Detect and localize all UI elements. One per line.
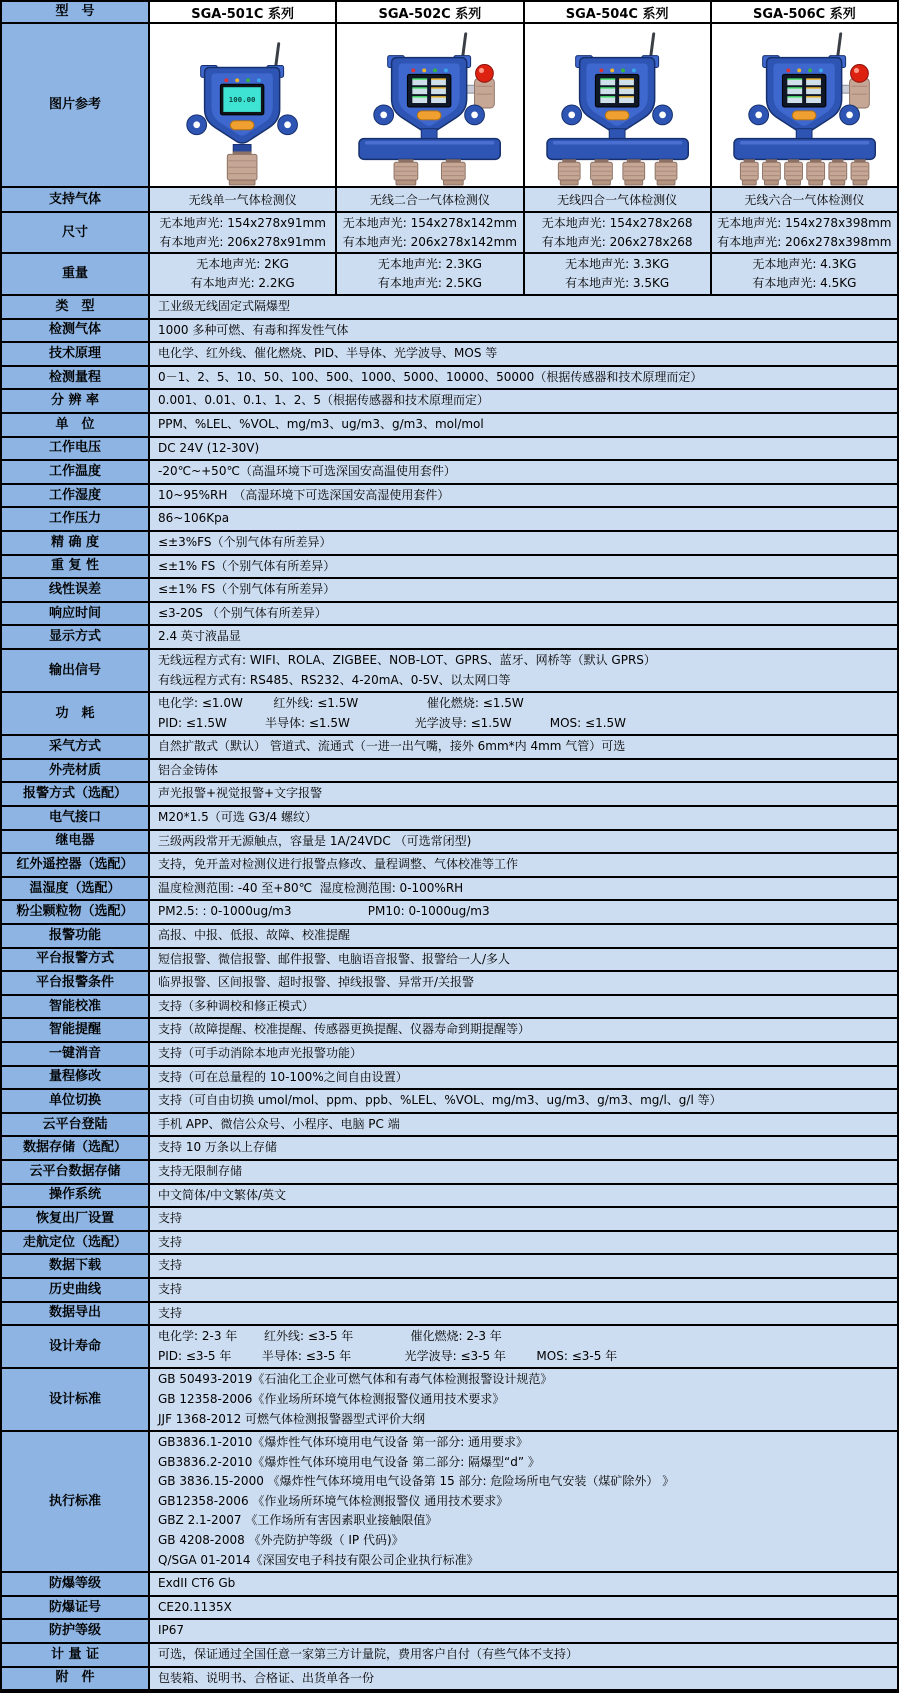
spec-row-value [150, 1620, 897, 1642]
spec-row-10 [2, 532, 897, 556]
spec-row-value [150, 485, 897, 507]
image-cell-1 [150, 24, 337, 186]
svg-text:100.00: 100.00 [228, 95, 256, 105]
weight-value-4 [712, 254, 897, 294]
gas-value-1: 无线单一气体检测仪 [150, 188, 337, 211]
spec-row-label: 工作温度 [2, 461, 150, 483]
spec-row-label: 设计标准 [2, 1369, 150, 1430]
spec-row-value [150, 949, 897, 971]
row-label-size: 尺寸 [2, 213, 150, 252]
spec-value-line: ≤±1% FS（个别气体有所差异） [158, 558, 336, 573]
spec-value-line: GBZ 2.1-2007 《工作场所有害因素职业接触限值》 [158, 1513, 438, 1528]
spec-row-40 [2, 1279, 897, 1303]
spec-value-line: 支持（可在总量程的 10-100%之间自由设置） [158, 1069, 408, 1084]
spec-value-line: GB 4208-2008 《外壳防护等级（ IP 代码)》 [158, 1533, 404, 1548]
spec-row-23 [2, 878, 897, 902]
size-line: 有本地声光: 206x278x142mm [342, 234, 517, 249]
spec-value-line: GB3836.2-2010《爆炸性气体环境用电气设备 第二部分: 隔爆型“d” 》 [158, 1454, 540, 1469]
size-line: 有本地声光: 206x278x398mm [717, 234, 892, 249]
spec-row-27 [2, 972, 897, 996]
spec-value-line: 有线远程方式有: RS485、RS232、4-20mA、0-5V、以太网口等 [158, 672, 511, 687]
spec-value-line: 支持（多种调校和修正模式） [158, 998, 315, 1013]
spec-row-label: 设计寿命 [2, 1326, 150, 1367]
spec-value-line: 支持（故障提醒、校准提醒、传感器更换提醒、仪器寿命到期提醒等） [158, 1022, 531, 1037]
spec-row-14 [2, 626, 897, 650]
product-image-sga-501c [150, 24, 335, 186]
spec-row-label: 智能校准 [2, 996, 150, 1018]
spec-row-21 [2, 831, 897, 855]
spec-row-49 [2, 1668, 897, 1692]
product-image-sga-506c [712, 24, 897, 186]
spec-value-line: 支持（可手动消除本地声光报警功能） [158, 1046, 363, 1060]
spec-row-value [150, 925, 897, 947]
spec-value-line: ≤3-20S （个别气体有所差异） [158, 605, 327, 620]
size-line: 有本地声光: 206x278x91mm [159, 234, 326, 249]
row-label-images: 图片参考 [2, 24, 150, 186]
spec-value-line: DC 24V (12-30V) [158, 440, 260, 455]
spec-row-value [150, 1326, 897, 1367]
product-image-sga-502c [337, 24, 522, 186]
spec-row-label: 数据存储（选配） [2, 1137, 150, 1159]
spec-row-25 [2, 925, 897, 949]
spec-row-value [150, 579, 897, 601]
spec-row-label: 显示方式 [2, 626, 150, 648]
spec-row-24 [2, 901, 897, 925]
spec-row-label: 数据下载 [2, 1255, 150, 1277]
spec-row-label: 电气接口 [2, 807, 150, 829]
spec-row-value [150, 1043, 897, 1065]
spec-row-43 [2, 1369, 897, 1432]
spec-row-18 [2, 760, 897, 784]
spec-value-line: 三级两段常开无源触点，容量是 1A/24VDC （可选常闭型) [158, 833, 472, 848]
spec-row-value [150, 1597, 897, 1619]
spec-row-39 [2, 1255, 897, 1279]
spec-value-line: M20*1.5（可选 G3/4 螺纹） [158, 810, 317, 825]
spec-row-20 [2, 807, 897, 831]
spec-row-45 [2, 1573, 897, 1597]
spec-row-4 [2, 390, 897, 414]
spec-row-11 [2, 556, 897, 580]
spec-value-line: 支持 [158, 1211, 183, 1226]
spec-row-42 [2, 1326, 897, 1369]
spec-row-label: 单位切换 [2, 1090, 150, 1112]
model-name-sga-506c: SGA-506C 系列 [712, 2, 897, 22]
spec-value-line: 1000 多种可燃、有毒和挥发性气体 [158, 322, 349, 337]
spec-row-value [150, 461, 897, 483]
spec-row-value [150, 1668, 897, 1690]
spec-row-value [150, 532, 897, 554]
spec-row-value [150, 996, 897, 1018]
row-label-gas: 支持气体 [2, 188, 150, 211]
spec-row-12 [2, 579, 897, 603]
spec-row-value [150, 901, 897, 923]
spec-row-value [150, 390, 897, 412]
spec-row-15 [2, 650, 897, 693]
weight-line: 有本地声光: 2.2KG [190, 276, 295, 290]
spec-row-value [150, 508, 897, 530]
spec-row-value [150, 438, 897, 460]
weight-row [2, 254, 897, 296]
gas-value-3: 无线四合一气体检测仪 [525, 188, 712, 211]
spec-value-line: 电化学: ≤1.0W 红外线: ≤1.5W 催化燃烧: ≤1.5W [158, 696, 524, 711]
spec-value-line: 电化学、红外线、催化燃烧、PID、半导体、光学波导、MOS 等 [158, 346, 498, 361]
spec-row-32 [2, 1090, 897, 1114]
spec-row-label: 恢复出厂设置 [2, 1208, 150, 1230]
spec-row-8 [2, 485, 897, 509]
spec-row-33 [2, 1114, 897, 1138]
spec-row-value [150, 1255, 897, 1277]
spec-row-value [150, 878, 897, 900]
spec-value-line: 支持 [158, 1281, 183, 1296]
spec-row-value [150, 1432, 897, 1571]
spec-row-28 [2, 996, 897, 1020]
spec-row-26 [2, 949, 897, 973]
spec-row-label: 外壳材质 [2, 760, 150, 782]
spec-value-line: PID: ≤1.5W 半导体: ≤1.5W 光学波导: ≤1.5W MOS: ≤1.5W [158, 715, 627, 730]
spec-value-line: 支持 [158, 1258, 183, 1273]
spec-row-label: 报警方式（选配） [2, 783, 150, 805]
spec-row-31 [2, 1067, 897, 1091]
model-name-sga-501c: SGA-501C 系列 [150, 2, 337, 22]
spec-row-38 [2, 1232, 897, 1256]
spec-row-label: 数据导出 [2, 1303, 150, 1325]
spec-row-label: 走航定位（选配） [2, 1232, 150, 1254]
spec-value-line: 工业级无线固定式隔爆型 [158, 299, 291, 313]
spec-row-label: 操作系统 [2, 1185, 150, 1207]
spec-value-line: GB3836.1-2010《爆炸性气体环境用电气设备 第一部分: 通用要求》 [158, 1435, 529, 1450]
spec-row-label: 量程修改 [2, 1067, 150, 1089]
weight-line: 有本地声光: 4.5KG [752, 276, 857, 290]
spec-row-label: 平台报警条件 [2, 972, 150, 994]
spec-row-30 [2, 1043, 897, 1067]
model-name-sga-502c: SGA-502C 系列 [337, 2, 524, 22]
supported-gas-row [2, 188, 897, 213]
image-cell-3 [525, 24, 712, 186]
spec-row-value [150, 296, 897, 318]
model-name-sga-504c: SGA-504C 系列 [525, 2, 712, 22]
spec-row-value [150, 556, 897, 578]
spec-row-44 [2, 1432, 897, 1573]
product-image-sga-504c [525, 24, 710, 186]
weight-line: 无本地声光: 2.3KG [377, 257, 482, 271]
spec-row-label: 工作湿度 [2, 485, 150, 507]
spec-value-line: 包装箱、说明书、合格证、出货单各一份 [158, 1670, 375, 1685]
spec-row-value [150, 1019, 897, 1041]
size-line: 无本地声光: 154x278x268 [541, 215, 693, 230]
size-line: 无本地声光: 154x278x398mm [717, 215, 892, 230]
spec-value-line: 0－1、2、5、10、50、100、500、1000、5000、10000、50000（根据传感器和技术原理而定） [158, 369, 703, 384]
spec-row-label: 平台报警方式 [2, 949, 150, 971]
spec-value-line: GB 50493-2019《石油化工企业可燃气体和有毒气体检测报警设计规范》 [158, 1372, 553, 1387]
spec-value-line: 短信报警、微信报警、邮件报警、电脑语音报警、报警给一人/多人 [158, 951, 511, 966]
size-line: 无本地声光: 154x278x91mm [159, 215, 326, 230]
spec-value-line: ≤±1% FS（个别气体有所差异） [158, 582, 336, 597]
spec-row-label: 重 复 性 [2, 556, 150, 578]
spec-value-line: GB 12358-2006《作业场所环境气体检测报警仪通用技术要求》 [158, 1391, 505, 1406]
spec-row-label: 线性误差 [2, 579, 150, 601]
spec-row-label: 附 件 [2, 1668, 150, 1690]
spec-row-label: 功 耗 [2, 693, 150, 734]
spec-row-label: 智能提醒 [2, 1019, 150, 1041]
spec-value-line: JJF 1368-2012 可燃气体检测报警器型式评价大纲 [158, 1411, 426, 1426]
spec-row-label: 防护等级 [2, 1620, 150, 1642]
size-value-2 [337, 213, 524, 252]
spec-row-value [150, 972, 897, 994]
spec-row-value [150, 1279, 897, 1301]
spec-row-label: 精 确 度 [2, 532, 150, 554]
size-row [2, 213, 897, 254]
spec-value-line: PM2.5: : 0-1000ug/m3 PM10: 0-1000ug/m3 [158, 904, 490, 919]
spec-value-line: 86~106Kpa [158, 511, 230, 526]
spec-row-label: 防爆证号 [2, 1597, 150, 1619]
weight-line: 有本地声光: 2.5KG [377, 276, 482, 290]
weight-value-3 [525, 254, 712, 294]
spec-row-label: 采气方式 [2, 736, 150, 758]
size-value-4 [712, 213, 897, 252]
gas-value-4: 无线六合一气体检测仪 [712, 188, 897, 211]
spec-value-line: 声光报警+视觉报警+文字报警 [158, 786, 323, 801]
spec-row-29 [2, 1019, 897, 1043]
spec-row-value [150, 807, 897, 829]
spec-row-36 [2, 1185, 897, 1209]
spec-row-value [150, 1137, 897, 1159]
spec-row-label: 云平台数据存储 [2, 1161, 150, 1183]
spec-row-label: 响应时间 [2, 603, 150, 625]
spec-row-value [150, 343, 897, 365]
spec-value-line: 中文简体/中文繁体/英文 [158, 1187, 287, 1202]
spec-row-value [150, 1090, 897, 1112]
spec-row-value [150, 854, 897, 876]
spec-row-value [150, 603, 897, 625]
spec-row-label: 一键消音 [2, 1043, 150, 1065]
spec-row-5 [2, 414, 897, 438]
spec-row-16 [2, 693, 897, 736]
weight-line: 无本地声光: 2KG [196, 257, 289, 271]
spec-row-value [150, 831, 897, 853]
spec-row-label: 工作压力 [2, 508, 150, 530]
spec-row-value [150, 1161, 897, 1183]
spec-row-label: 红外遥控器（选配） [2, 854, 150, 876]
spec-row-label: 工作电压 [2, 438, 150, 460]
spec-row-22 [2, 854, 897, 878]
spec-row-13 [2, 603, 897, 627]
spec-value-line: 支持，免开盖对检测仪进行报警点修改、量程调整、气体校准等工作 [158, 857, 519, 872]
model-header-row [2, 2, 897, 24]
spec-row-value [150, 783, 897, 805]
gas-value-2: 无线二合一气体检测仪 [337, 188, 524, 211]
image-cell-2 [337, 24, 524, 186]
spec-row-label: 粉尘颗粒物（选配） [2, 901, 150, 923]
spec-row-value [150, 1303, 897, 1325]
weight-line: 无本地声光: 4.3KG [752, 257, 857, 271]
spec-row-value [150, 736, 897, 758]
spec-value-line: 支持 [158, 1305, 183, 1320]
spec-row-label: 类 型 [2, 296, 150, 318]
spec-row-19 [2, 783, 897, 807]
spec-row-label: 分 辨 率 [2, 390, 150, 412]
spec-value-line: 高报、中报、低报、故障、校准提醒 [158, 928, 351, 943]
weight-line: 无本地声光: 3.3KG [565, 257, 670, 271]
spec-value-line: 温度检测范围: -40 至+80℃ 湿度检测范围: 0-100%RH [158, 880, 464, 895]
spec-row-41 [2, 1303, 897, 1327]
spec-row-label: 温湿度（选配） [2, 878, 150, 900]
spec-row-value [150, 693, 897, 734]
spec-row-value [150, 1573, 897, 1595]
spec-value-line: 支持 10 万条以上存储 [158, 1140, 277, 1155]
spec-rows-container [2, 296, 897, 1691]
spec-row-value [150, 760, 897, 782]
spec-row-label: 云平台登陆 [2, 1114, 150, 1136]
spec-value-line: ≤±3%FS（个别气体有所差异） [158, 534, 332, 549]
spec-value-line: 无线远程方式有: WIFI、ROLA、ZIGBEE、NOB-LOT、GPRS、蓝牙、网桥等（默认 GPRS） [158, 652, 656, 667]
spec-row-34 [2, 1137, 897, 1161]
image-cell-4 [712, 24, 897, 186]
spec-value-line: ExdII CT6 Gb [158, 1576, 236, 1591]
spec-value-line: GB 3836.15-2000 《爆炸性气体环境用电气设备第 15 部分: 危险场所电气安装（煤矿除外） 》 [158, 1474, 675, 1489]
spec-value-line: IP67 [158, 1623, 185, 1638]
weight-value-1 [150, 254, 337, 294]
spec-value-line: 2.4 英寸液晶显 [158, 629, 241, 644]
spec-row-label: 防爆等级 [2, 1573, 150, 1595]
spec-row-label: 检测气体 [2, 320, 150, 342]
spec-row-label: 技术原理 [2, 343, 150, 365]
spec-row-6 [2, 438, 897, 462]
spec-value-line: 支持无限制存储 [158, 1163, 243, 1178]
spec-row-35 [2, 1161, 897, 1185]
spec-value-line: GB12358-2006 《作业场所环境气体检测报警仪 通用技术要求》 [158, 1493, 509, 1508]
spec-value-line: -20℃~+50℃（高温环境下可选深国安高温使用套件） [158, 464, 456, 479]
spec-value-line: 手机 APP、微信公众号、小程序、电脑 PC 端 [158, 1116, 400, 1131]
spec-row-label: 历史曲线 [2, 1279, 150, 1301]
spec-row-value [150, 1185, 897, 1207]
spec-row-2 [2, 343, 897, 367]
weight-value-2 [337, 254, 524, 294]
spec-row-47 [2, 1620, 897, 1644]
spec-row-1 [2, 320, 897, 344]
spec-value-line: 10~95%RH （高湿环境下可选深国安高湿使用套件） [158, 487, 450, 502]
spec-value-line: PID: ≤3-5 年 半导体: ≤3-5 年 光学波导: ≤3-5 年 MOS: ≤3-5 年 [158, 1348, 618, 1363]
spec-value-line: 0.001、0.01、0.1、1、2、5（根据传感器和技术原理而定） [158, 393, 490, 408]
spec-row-46 [2, 1597, 897, 1621]
spec-row-value [150, 320, 897, 342]
spec-row-7 [2, 461, 897, 485]
spec-row-value [150, 1067, 897, 1089]
spec-row-label: 输出信号 [2, 650, 150, 691]
spec-value-line: Q/SGA 01-2014《深国安电子科技有限公司企业执行标准》 [158, 1552, 479, 1567]
spec-row-label: 执行标准 [2, 1432, 150, 1571]
spec-row-label: 单 位 [2, 414, 150, 436]
size-line: 无本地声光: 154x278x142mm [342, 215, 517, 230]
spec-row-value [150, 1232, 897, 1254]
spec-row-label: 检测量程 [2, 367, 150, 389]
spec-row-value [150, 1208, 897, 1230]
spec-row-value [150, 414, 897, 436]
spec-row-37 [2, 1208, 897, 1232]
size-value-1 [150, 213, 337, 252]
spec-row-label: 继电器 [2, 831, 150, 853]
spec-value-line: 铝合金铸体 [158, 762, 219, 777]
spec-value-line: 可选，保证通过全国任意一家第三方计量院，费用客户自付（有些气体不支持） [158, 1647, 579, 1662]
weight-line: 有本地声光: 3.5KG [565, 276, 670, 290]
spec-row-value [150, 626, 897, 648]
spec-value-line: 临界报警、区间报警、超时报警、掉线报警、异常开/关报警 [158, 975, 475, 990]
spec-value-line: PPM、%LEL、%VOL、mg/m3、ug/m3、g/m3、mol/mol [158, 416, 484, 431]
spec-row-value [150, 1114, 897, 1136]
spec-value-line: 电化学: 2-3 年 红外线: ≤3-5 年 催化燃烧: 2-3 年 [158, 1329, 502, 1344]
spec-row-17 [2, 736, 897, 760]
spec-row-3 [2, 367, 897, 391]
spec-row-value [150, 650, 897, 691]
spec-row-0 [2, 296, 897, 320]
spec-value-line: 支持（可自由切换 umol/mol、ppm、ppb、%LEL、%VOL、mg/m3、ug/m3、g/m3、mg/l、g/l 等） [158, 1093, 722, 1108]
spec-value-line: 自然扩散式（默认） 管道式、流通式（一进一出气嘴，接外 6mm*内 4mm 气管）可选 [158, 739, 626, 754]
size-value-3 [525, 213, 712, 252]
spec-row-label: 报警功能 [2, 925, 150, 947]
spec-row-9 [2, 508, 897, 532]
spec-row-value [150, 1644, 897, 1666]
spec-value-line: 支持 [158, 1234, 183, 1249]
row-label-weight: 重量 [2, 254, 150, 294]
spec-row-label: 计 量 证 [2, 1644, 150, 1666]
spec-row-value [150, 1369, 897, 1430]
image-row [2, 24, 897, 188]
size-line: 有本地声光: 206x278x268 [541, 234, 693, 249]
row-label-model: 型 号 [2, 2, 150, 22]
spec-row-value [150, 367, 897, 389]
spec-value-line: CE20.1135X [158, 1599, 232, 1614]
spec-row-48 [2, 1644, 897, 1668]
